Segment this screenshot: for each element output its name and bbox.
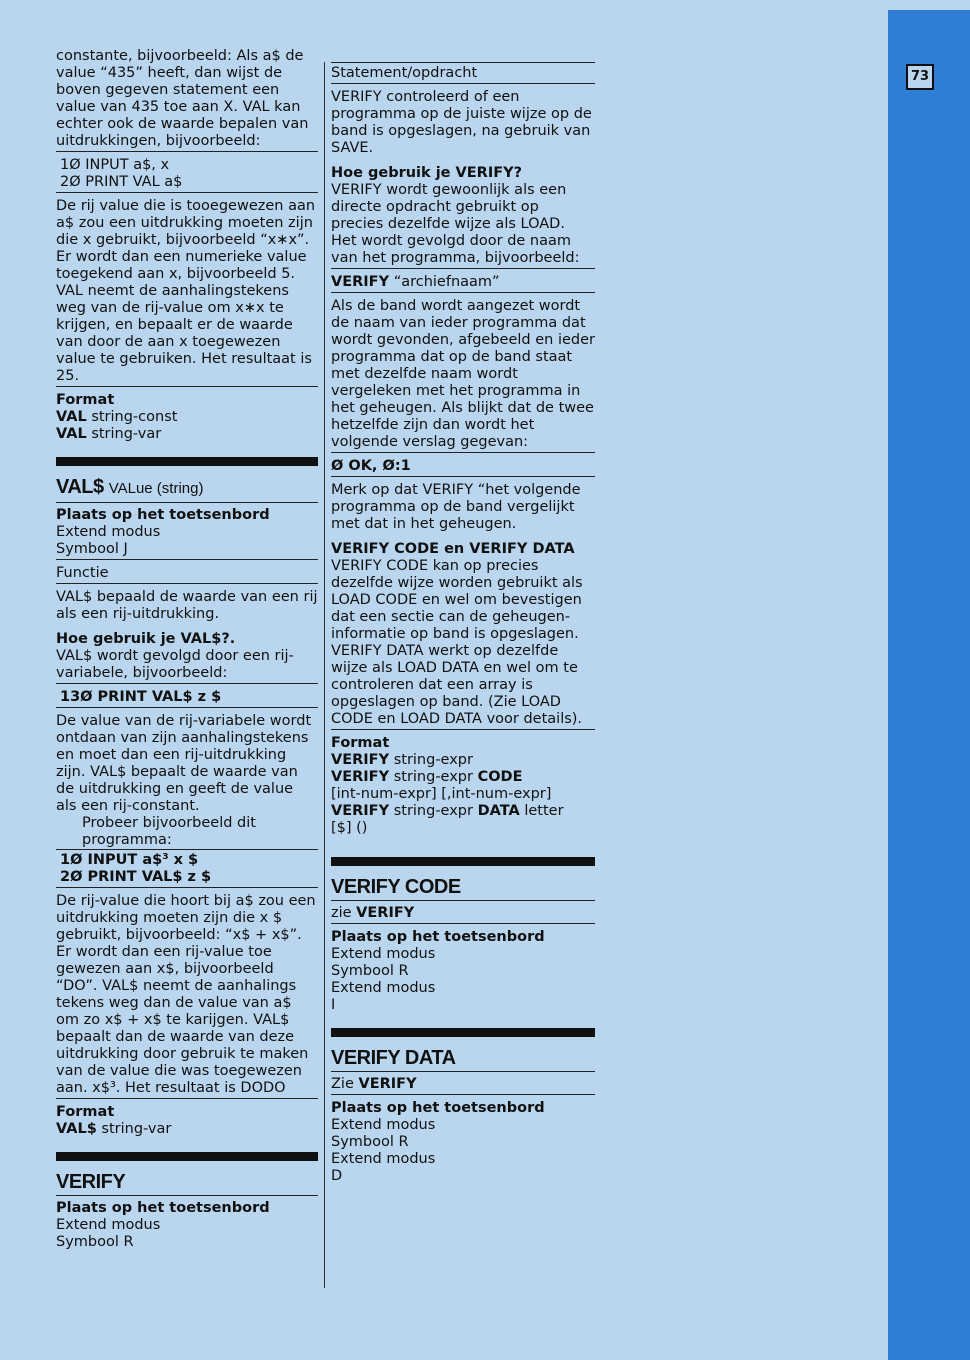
format-line: [int-num-expr] [,int-num-expr] — [331, 786, 552, 802]
keyboard-line: Extend modus — [331, 1117, 436, 1133]
format-line — [331, 803, 595, 820]
section-divider-bar — [56, 1152, 318, 1161]
keyboard-line: I — [331, 997, 336, 1013]
vals-keyboard — [56, 507, 318, 560]
keyboard-line: Extend modus — [331, 946, 436, 962]
format-label: Format — [331, 735, 390, 751]
keyboard-line: D — [331, 1168, 343, 1184]
format-line: [$] () — [331, 820, 368, 836]
format-label: Format — [56, 1104, 115, 1120]
format-keyword: VERIFY — [331, 803, 390, 819]
format-arg: letter — [524, 803, 564, 819]
section-divider-bar — [331, 857, 595, 866]
code-line: 1Ø INPUT a$, x — [60, 157, 170, 173]
section-heading-verify-code: VERIFY CODE — [331, 876, 595, 901]
page-number: 73 — [906, 64, 934, 90]
report-line: Ø OK, Ø:1 — [331, 458, 595, 477]
statement-text: VERIFY controleerd of een programma op de juiste wijze op de band is opgeslagen, na gebruik van SAVE. — [331, 89, 592, 156]
see-keyword: VERIFY — [356, 905, 415, 921]
keyboard-line: Extend modus — [331, 1151, 436, 1167]
format-line — [56, 426, 318, 443]
code-block-1 — [56, 157, 318, 193]
function-text: VAL$ bepaald de waarde van een rij als een rij-uitdrukking. — [56, 589, 318, 622]
format-line — [331, 752, 595, 769]
see-also-line — [331, 905, 595, 924]
keyboard-line: Symbool J — [56, 541, 128, 557]
vals-description-2: De rij-value die hoort bij a$ zou een uitdrukking moeten zijn die x $ gebruikt, bijvoorbeeld: “x$ + x$”. Er wordt dan een rij-value toe gewezen aan x$, bijvoorbeeld “DO”. VAL$ neemt de aanhalings tekens weg dan de value van a$ om zo x$ + x$ te karijgen. VAL$ bepaalt dan de waarde van deze uitdrukking door gebruik te maken van de value die was toegewezen aan. x$³. Het resultaat is DODO — [56, 893, 318, 1099]
howto-label: Hoe gebruik je VERIFY? — [331, 165, 523, 181]
code-line: 2Ø PRINT VAL a$ — [60, 174, 183, 190]
keyboard-line: Extend modus — [331, 980, 436, 996]
keyboard-line: Symbool R — [331, 1134, 409, 1150]
example-line — [331, 274, 595, 293]
section-heading-verify-data: VERIFY DATA — [331, 1047, 595, 1072]
see-also-line — [331, 1076, 595, 1095]
keyboard-label: Plaats op het toetsenbord — [56, 507, 270, 523]
see-keyword: VERIFY — [358, 1076, 417, 1092]
vals-format — [56, 1104, 318, 1138]
codedata-label: VERIFY CODE en VERIFY DATA — [331, 541, 575, 557]
function-label: Functie — [56, 565, 318, 584]
see-text: Zie — [331, 1076, 354, 1092]
keyboard-label: Plaats op het toetsenbord — [331, 929, 545, 945]
section-heading-vals — [56, 476, 318, 503]
format-arg: string-expr — [393, 769, 473, 785]
statement-label: Statement/opdracht — [331, 62, 595, 84]
code-line: 13Ø PRINT VAL$ z $ — [56, 689, 318, 708]
keyboard-line: Extend modus — [56, 1217, 161, 1233]
blue-tab-strip — [888, 10, 970, 1360]
column-left — [56, 48, 318, 1251]
keyboard-line: Extend modus — [56, 524, 161, 540]
format-line — [56, 1121, 318, 1138]
format-keyword: CODE — [477, 769, 523, 785]
format-keyword: VAL — [56, 426, 87, 442]
val-format — [56, 392, 318, 443]
code-line: 2Ø PRINT VAL$ z $ — [60, 869, 212, 885]
section-heading-verify: VERIFY — [56, 1171, 318, 1196]
vals-description-1: De value van de rij-variabele wordt ontdaan van zijn aanhalingstekens en moet dan een rij-uitdrukking zijn. VAL$ bepaalt de waarde van de uitdrukking en geeft de value als een rij-constant. — [56, 713, 312, 814]
format-keyword: VAL — [56, 409, 87, 425]
keyboard-line: Symbool R — [331, 963, 409, 979]
section-divider-bar — [56, 457, 318, 466]
code-block-2 — [56, 849, 318, 888]
keyboard-label: Plaats op het toetsenbord — [56, 1200, 270, 1216]
see-text: zie — [331, 905, 352, 921]
format-arg: string-var — [91, 426, 162, 442]
heading-subtitle: VALue (string) — [108, 480, 204, 497]
format-arg: string-var — [101, 1121, 172, 1137]
format-line — [56, 409, 318, 426]
howto-text: VERIFY wordt gewoonlijk als een directe opdracht gebruikt op precies dezelfde wijze als LOAD. Het wordt gevolgd door de naam van het programma, bijvoorbeeld: — [331, 182, 595, 269]
intro-text: constante, bijvoorbeeld: Als a$ de value “435” heeft, dan wijst de boven gegeven statement een value van 435 toe aan X. VAL kan echter ook de waarde bepalen van uitdrukkingen, bijvoorbeeld: — [56, 48, 318, 152]
howto-label: Hoe gebruik je VAL$?. — [56, 631, 236, 647]
format-arg: string-expr — [393, 803, 473, 819]
val-description: De rij value die is tooegewezen aan a$ zou een uitdrukking moeten zijn die x gebruikt, bijvoorbeeld “x∗x”. Er wordt dan een numerieke value toegekend aan x, bijvoorbeeld 5. VAL neemt de aanhalingstekens weg van de rij-value om x∗x te krijgen, en bepaalt er de waarde van door de aan x toegewezen value te gebruiken. Het resultaat is 25. — [56, 198, 318, 387]
code-line: 1Ø INPUT a$³ x $ — [60, 852, 199, 868]
keyboard-label: Plaats op het toetsenbord — [331, 1100, 545, 1116]
section-divider-bar — [331, 1028, 595, 1037]
column-right — [331, 62, 595, 1185]
codedata-text: VERIFY CODE kan op precies dezelfde wijze worden gebruikt als LOAD CODE en wel om bevestigen dat een sectie can de geheugen-informatie op band is opgeslagen. VERIFY DATA werkt op dezelfde wijze als LOAD DATA en wel om te controleren dat een array is opgeslagen op band. (Zie LOAD CODE en LOAD DATA voor details). — [331, 558, 595, 730]
verify-keyboard — [56, 1200, 318, 1251]
howto-text: VAL$ wordt gevolgd door een rij-variabele, bijvoorbeeld: — [56, 648, 318, 684]
example-keyword: VERIFY — [331, 274, 390, 290]
heading-text: VAL$ — [56, 476, 104, 498]
keyboard-line: Symbool R — [56, 1234, 134, 1250]
format-keyword: VERIFY — [331, 769, 390, 785]
format-label: Format — [56, 392, 115, 408]
format-line — [331, 769, 595, 786]
format-arg: string-const — [91, 409, 178, 425]
verify-description-2: Merk op dat VERIFY “het volgende programma op de band vergelijkt met dat in het geheugen. — [331, 482, 581, 532]
verify-format — [331, 735, 595, 837]
format-keyword: VAL$ — [56, 1121, 97, 1137]
vdata-keyboard — [331, 1100, 595, 1185]
format-arg: string-expr — [393, 752, 473, 768]
vcode-keyboard — [331, 929, 595, 1014]
try-text-1: Probeer bijvoorbeeld dit programma: — [82, 815, 256, 848]
column-divider — [324, 62, 325, 1288]
format-keyword: VERIFY — [331, 752, 390, 768]
format-keyword: DATA — [477, 803, 520, 819]
verify-description-1: Als de band wordt aangezet wordt de naam van ieder programma dat wordt gevonden, afgebeeld en ieder programma dat op de band staat met dezelfde naam wordt vergeleken met het programma in het geheugen. Als blijkt dat de twee hetzelfde zijn dan wordt het volgende verslag gegevan: — [331, 298, 595, 453]
example-arg: “archiefnaam” — [393, 274, 500, 290]
